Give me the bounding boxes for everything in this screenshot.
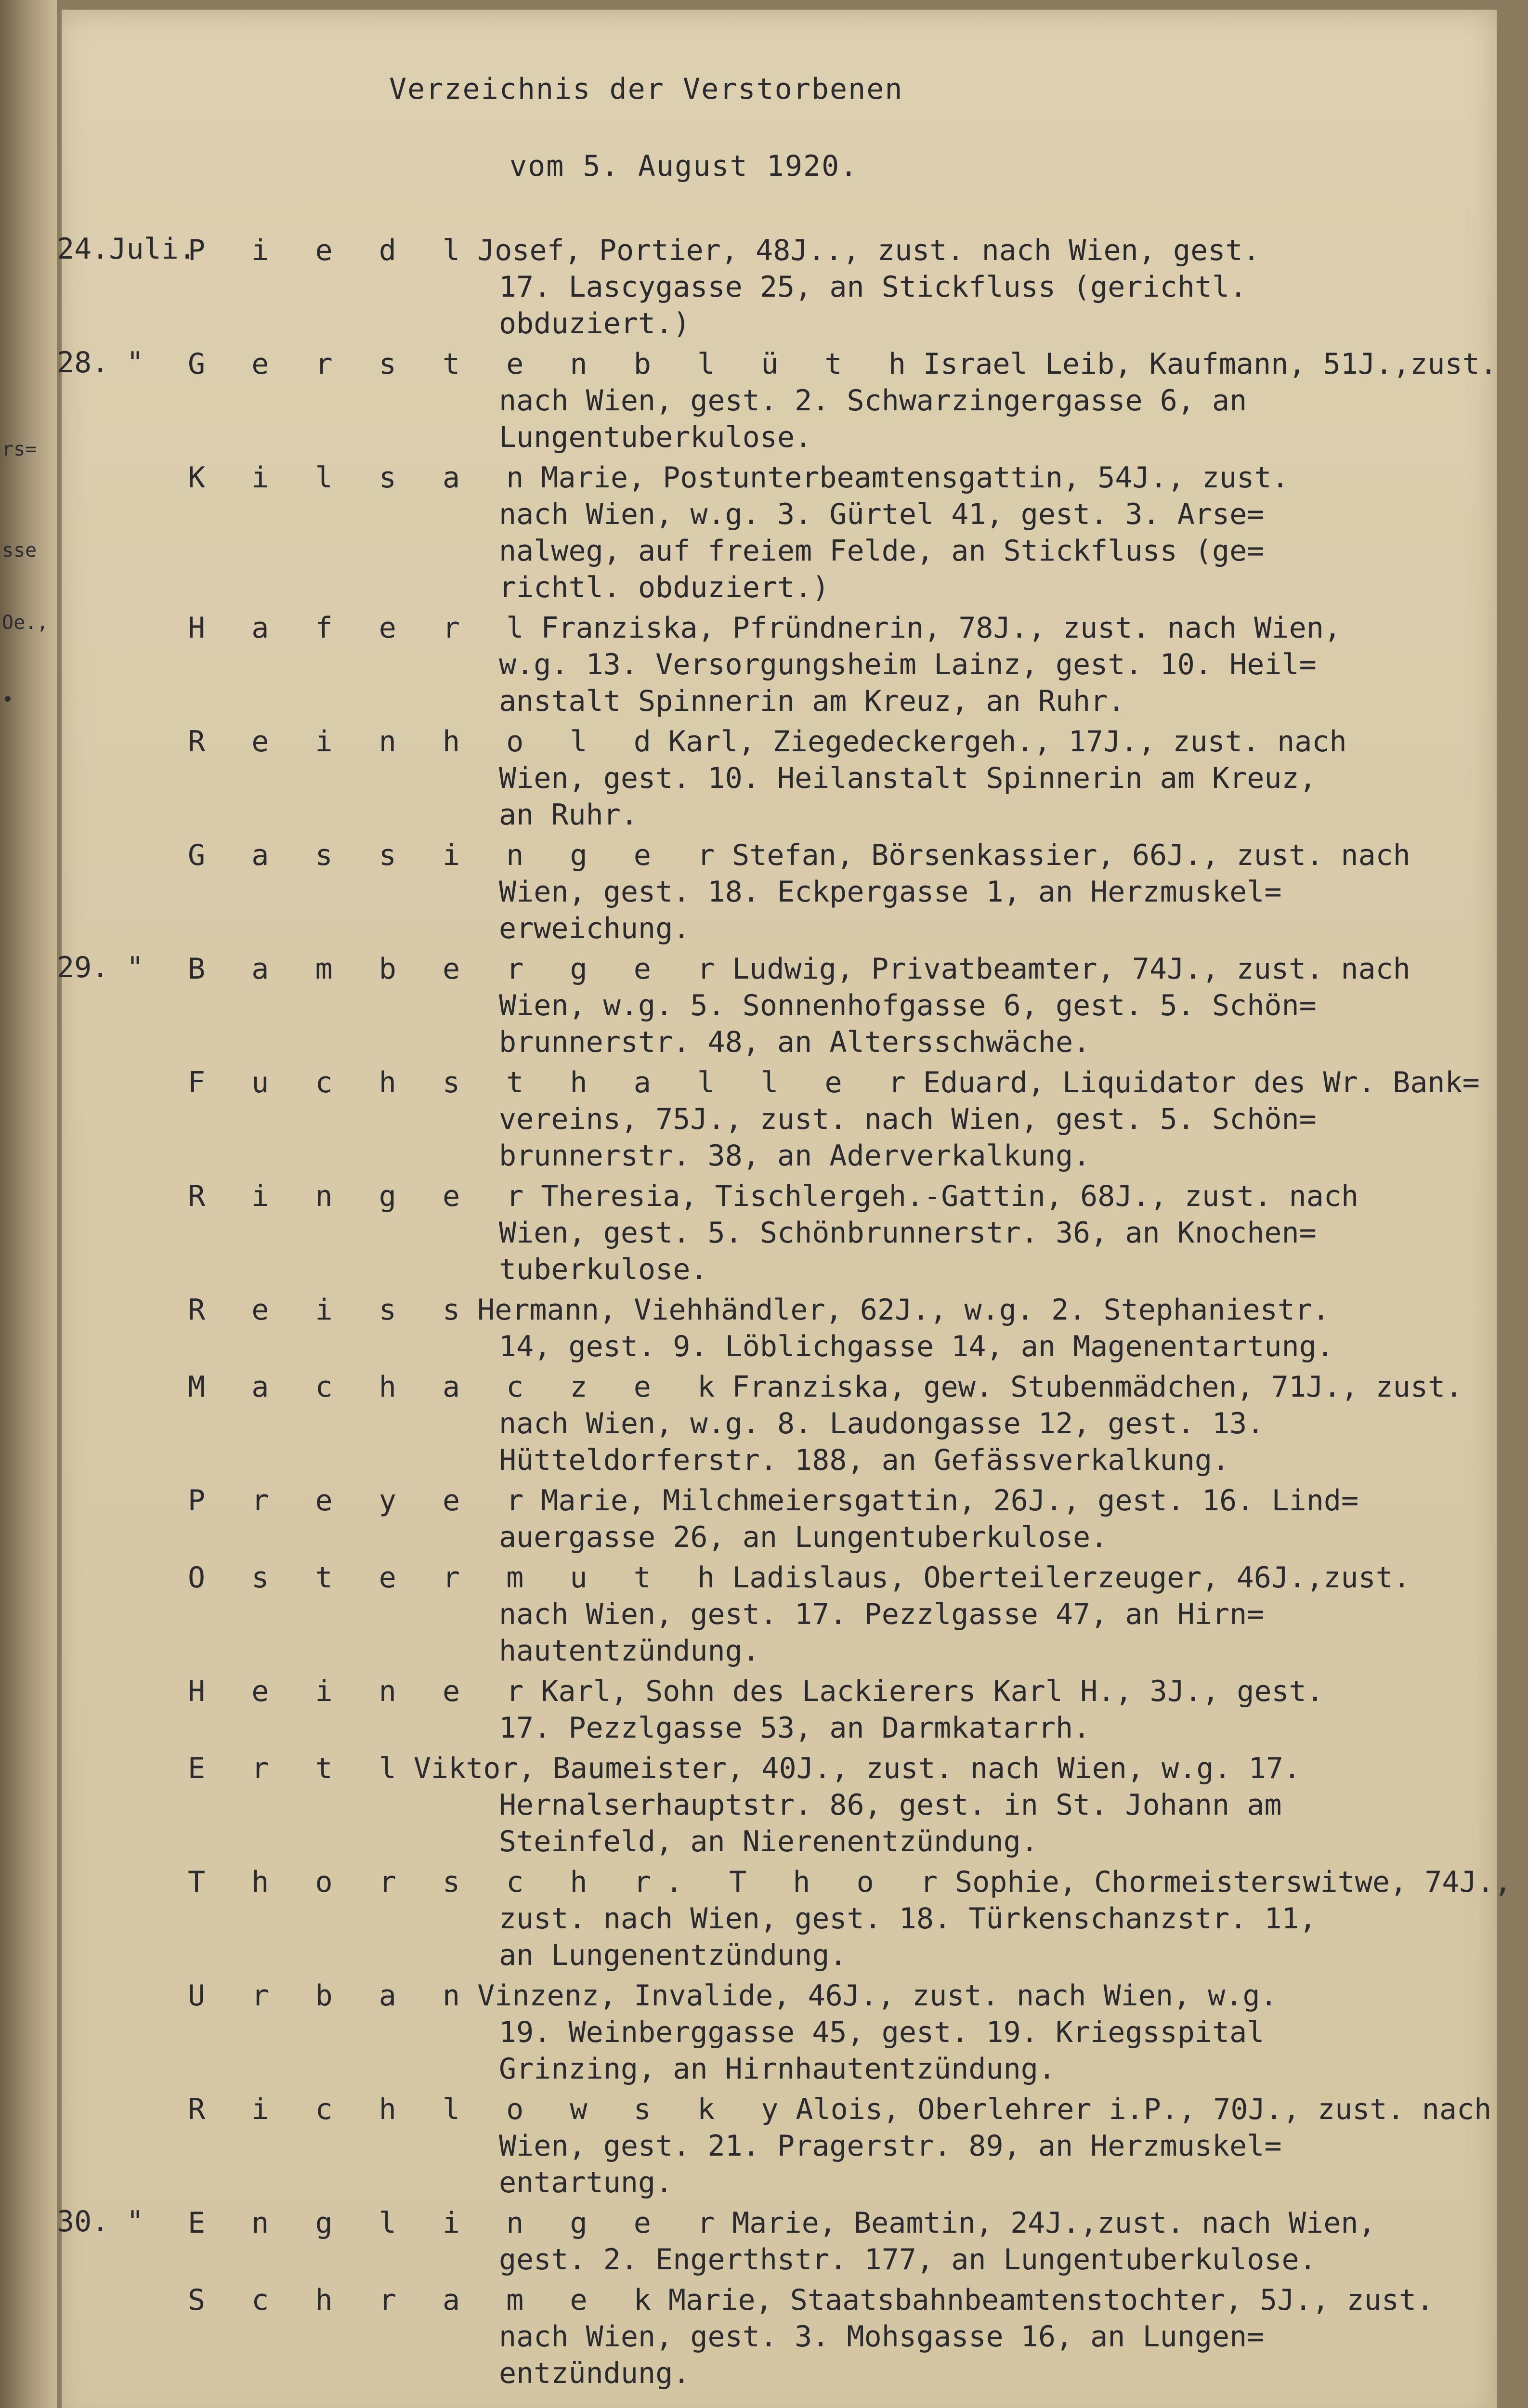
entry-text-line: Marie, Postunterbeamtensgattin, 54J., zust.	[541, 461, 1289, 495]
entry-first-line	[188, 1292, 1330, 1328]
margin-fragment: Oe.,	[2, 612, 49, 634]
entry-surname: K i l s a n	[188, 461, 538, 495]
entry-text-line: Ladislaus, Oberteilerzeuger, 46J.,zust.	[732, 1561, 1410, 1595]
entry-date: 29. "	[57, 951, 144, 984]
entry-first-line	[188, 459, 1289, 496]
entry-text-line: Grinzing, an Hirnhautentzündung.	[499, 2052, 1056, 2086]
entry-text-line: richtl. obduziert.)	[499, 571, 830, 604]
entry-text-line: Franziska, Pfründnerin, 78J., zust. nach Wien,	[541, 611, 1342, 645]
page-title: Verzeichnis der Verstorbenen	[389, 72, 903, 106]
entry-text-line: Lungentuberkulose.	[499, 420, 812, 454]
entry-text-line: Josef, Portier, 48J.., zust. nach Wien, gest.	[477, 234, 1260, 267]
entry-text-line: Israel Leib, Kaufmann, 51J.,zust.	[923, 347, 1497, 381]
margin-fragment: sse	[2, 539, 37, 562]
entry-date: 24.Juli.	[57, 232, 196, 266]
entry-text-line: nach Wien, w.g. 3. Gürtel 41, gest. 3. Arse=	[499, 497, 1265, 531]
entry-text-line: Viktor, Baumeister, 40J., zust. nach Wien, w.g. 17.	[413, 1752, 1301, 1785]
margin-fragment: •	[2, 689, 14, 711]
entry-text-line: entzündung.	[499, 2356, 691, 2390]
entry-text-line: 17. Pezzlgasse 53, an Darmkatarrh.	[499, 1711, 1091, 1745]
entry-surname: R i n g e r	[188, 1179, 538, 1213]
entry-text-line: 17. Lascygasse 25, an Stickfluss (gerichtl.	[499, 270, 1247, 304]
entry-surname: P r e y e r	[188, 1484, 538, 1518]
entry-text-line: brunnerstr. 38, an Aderverkalkung.	[499, 1139, 1091, 1173]
entry-text-line: auergasse 26, an Lungentuberkulose.	[499, 1520, 1108, 1554]
entry-text-line: nach Wien, w.g. 8. Laudongasse 12, gest. 13.	[499, 1407, 1265, 1440]
entry-surname: E n g l i n g e r	[188, 2206, 730, 2240]
entry-text-line: w.g. 13. Versorgungsheim Lainz, gest. 10. Heil=	[499, 648, 1317, 681]
entry-text-line: Marie, Staatsbahnbeamtenstochter, 5J., zust.	[668, 2283, 1434, 2317]
entry-text-line: nach Wien, gest. 17. Pezzlgasse 47, an Hirn=	[499, 1597, 1265, 1631]
entry-first-line	[188, 2091, 1491, 2128]
entry-text-line: brunnerstr. 48, an Altersschwäche.	[499, 1025, 1091, 1059]
entry-text-line: Hütteldorferstr. 188, an Gefässverkalkung.	[499, 1443, 1230, 1477]
entry-surname: H e i n e r	[188, 1675, 538, 1708]
entry-text-line: 19. Weinberggasse 45, gest. 19. Kriegsspital	[499, 2015, 1265, 2049]
entry-surname: H a f e r l	[188, 611, 538, 645]
entry-text-line: Hernalserhauptstr. 86, gest. in St. Johann am	[499, 1788, 1282, 1822]
entry-text-line: gest. 2. Engerthstr. 177, an Lungentuberkulose.	[499, 2243, 1317, 2277]
entry-first-line	[188, 837, 1410, 874]
entry-date: 30. "	[57, 2205, 144, 2238]
entry-text-line: Marie, Milchmeiersgattin, 26J., gest. 16. Lind=	[541, 1484, 1359, 1518]
entry-first-line	[188, 723, 1347, 760]
entry-first-line	[188, 2282, 1434, 2318]
entry-text-line: entartung.	[499, 2166, 673, 2199]
document-sheet	[57, 10, 1512, 2408]
entry-first-line	[188, 951, 1410, 987]
page-subtitle: vom 5. August 1920.	[509, 149, 859, 183]
entry-surname: R e i s s	[188, 1293, 475, 1327]
entry-text-line: Alois, Oberlehrer i.P., 70J., zust. nach	[796, 2093, 1492, 2126]
entry-first-line	[188, 1178, 1358, 1215]
entry-surname: M a c h a c z e k	[188, 1370, 730, 1404]
entry-text-line: Hermann, Viehhändler, 62J., w.g. 2. Stephaniestr.	[477, 1293, 1330, 1327]
entry-text-line: Wien, gest. 5. Schönbrunnerstr. 36, an Knochen=	[499, 1216, 1317, 1250]
entry-date: 28. "	[57, 346, 144, 380]
entry-text-line: Wien, w.g. 5. Sonnenhofgasse 6, gest. 5. Schön=	[499, 989, 1317, 1022]
entry-surname: E r t l	[188, 1752, 411, 1785]
entry-surname: P i e d l	[188, 234, 475, 267]
entry-text-line: Sophie, Chormeisterswitwe, 74J.,	[954, 1865, 1512, 1899]
entry-text-line: an Lungenentzündung.	[499, 1938, 847, 1972]
entry-text-line: Karl, Ziegedeckergeh., 17J., zust. nach	[668, 725, 1347, 759]
entry-first-line	[188, 232, 1260, 269]
entry-text-line: an Ruhr.	[499, 798, 638, 832]
entry-text-line: nach Wien, gest. 2. Schwarzingergasse 6, an	[499, 384, 1247, 418]
entry-surname: O s t e r m u t h	[188, 1561, 730, 1595]
entry-first-line	[188, 1864, 1512, 1900]
entry-text-line: Stefan, Börsenkassier, 66J., zust. nach	[732, 838, 1410, 872]
entry-first-line	[188, 346, 1497, 382]
entry-first-line	[188, 1673, 1324, 1710]
entry-surname: R i c h l o w s k y	[188, 2093, 793, 2126]
entry-first-line	[188, 1064, 1480, 1101]
entry-surname: S c h r a m e k	[188, 2283, 666, 2317]
entry-first-line	[188, 1559, 1410, 1596]
entry-first-line	[188, 2205, 1376, 2241]
entry-text-line: zust. nach Wien, gest. 18. Türkenschanzstr. 11,	[499, 1902, 1317, 1936]
entry-surname: U r b a n	[188, 1979, 475, 2013]
entry-text-line: Wien, gest. 10. Heilanstalt Spinnerin am Kreuz,	[499, 761, 1317, 795]
entry-text-line: Ludwig, Privatbeamter, 74J., zust. nach	[732, 952, 1410, 986]
entry-text-line: nalweg, auf freiem Felde, an Stickfluss (ge=	[499, 534, 1265, 568]
previous-page-fragments	[0, 0, 57, 2408]
entry-text-line: Steinfeld, an Nierenentzündung.	[499, 1825, 1038, 1858]
entry-surname: R e i n h o l d	[188, 725, 666, 759]
entry-surname: G a s s i n g e r	[188, 838, 730, 872]
entry-text-line: nach Wien, gest. 3. Mohsgasse 16, an Lungen=	[499, 2320, 1265, 2354]
entry-surname: G e r s t e n b l ü t h	[188, 347, 920, 381]
entry-text-line: tuberkulose.	[499, 1253, 708, 1286]
entry-text-line: Eduard, Liquidator des Wr. Bank=	[923, 1066, 1480, 1099]
entry-text-line: Theresia, Tischlergeh.-Gattin, 68J., zust. nach	[541, 1179, 1359, 1213]
entry-text-line: vereins, 75J., zust. nach Wien, gest. 5. Schön=	[499, 1102, 1317, 1136]
entry-text-line: Franziska, gew. Stubenmädchen, 71J., zust.	[732, 1370, 1463, 1404]
entry-text-line: anstalt Spinnerin am Kreuz, an Ruhr.	[499, 684, 1125, 718]
entry-text-line: Vinzenz, Invalide, 46J., zust. nach Wien, w.g.	[477, 1979, 1278, 2013]
entry-text-line: Karl, Sohn des Lackierers Karl H., 3J., gest.	[541, 1675, 1324, 1708]
entry-text-line: Marie, Beamtin, 24J.,zust. nach Wien,	[732, 2206, 1376, 2240]
entry-text-line: obduziert.)	[499, 307, 691, 340]
entry-text-line: Wien, gest. 18. Eckpergasse 1, an Herzmuskel=	[499, 875, 1282, 909]
entry-surname: B a m b e r g e r	[188, 952, 730, 986]
margin-fragment: rs=	[2, 438, 37, 460]
entry-text-line: 14, gest. 9. Löblichgasse 14, an Magenentartung.	[499, 1330, 1334, 1363]
entry-first-line	[188, 1750, 1301, 1787]
entry-text-line: Wien, gest. 21. Pragerstr. 89, an Herzmuskel=	[499, 2129, 1282, 2163]
entry-surname: F u c h s t h a l l e r	[188, 1066, 920, 1099]
entry-text-line: hautentzündung.	[499, 1634, 760, 1668]
entry-text-line: erweichung.	[499, 912, 691, 945]
entry-first-line	[188, 1369, 1463, 1405]
entry-first-line	[188, 1482, 1358, 1519]
entry-surname: T h o r s c h r. T h o r	[188, 1865, 952, 1899]
entry-first-line	[188, 1977, 1278, 2014]
entry-first-line	[188, 610, 1341, 646]
